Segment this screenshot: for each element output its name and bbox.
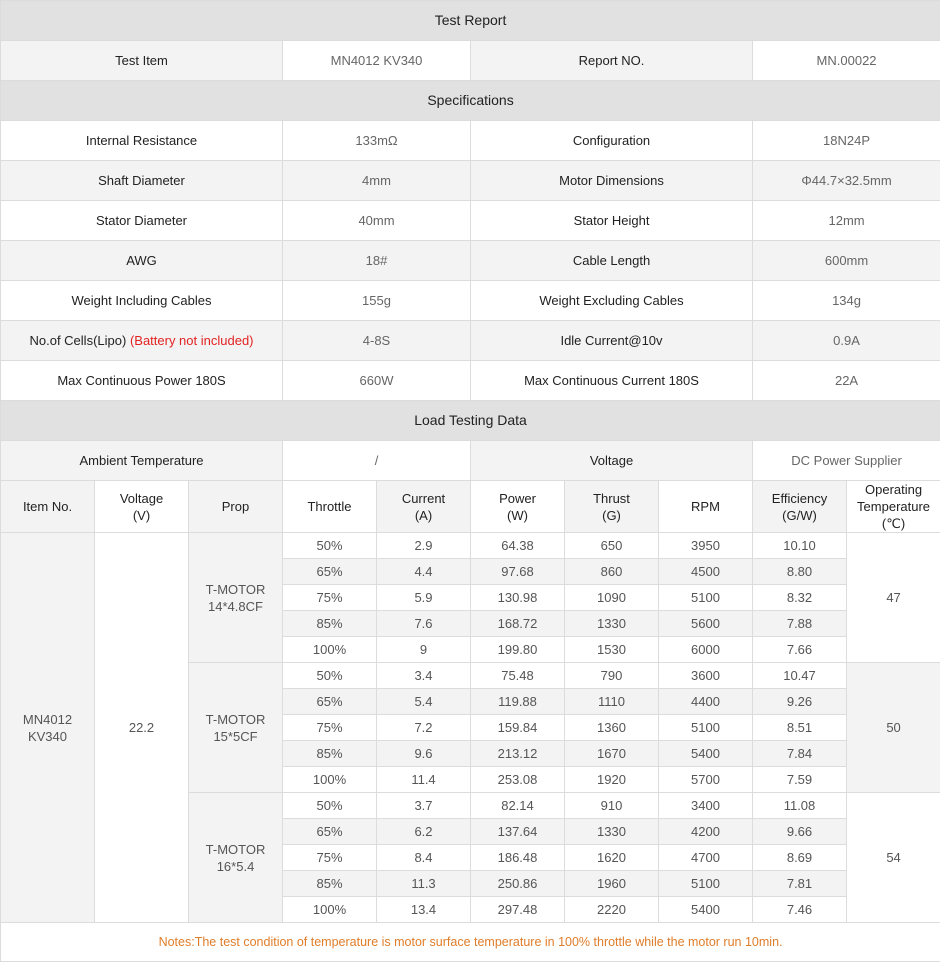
spec-value: 40mm [283,201,471,241]
rpm-cell: 5100 [659,715,753,741]
throttle-cell: 65% [283,819,377,845]
spec-label: Weight Excluding Cables [471,281,753,321]
throttle-cell: 85% [283,611,377,637]
current-cell: 11.4 [377,767,471,793]
throttle-cell: 50% [283,793,377,819]
current-cell: 7.6 [377,611,471,637]
thrust-cell: 1110 [565,689,659,715]
power-header-text: Power [499,490,536,506]
power-cell: 159.84 [471,715,565,741]
power-cell: 297.48 [471,897,565,923]
voltage-label: Voltage [471,441,753,481]
spec-label-text: Shaft Diameter [98,173,185,188]
efficiency-cell: 7.88 [753,611,847,637]
rpm-cell: 6000 [659,637,753,663]
current-header-text: (A) [414,507,433,523]
report-no-value: MN.00022 [753,41,940,81]
rpm-header-text: RPM [691,499,720,514]
spec-value: 660W [283,361,471,401]
power-cell: 250.86 [471,871,565,897]
efficiency-cell: 9.66 [753,819,847,845]
current-cell: 3.7 [377,793,471,819]
throttle-cell: 50% [283,533,377,559]
power-cell: 97.68 [471,559,565,585]
notes-text: Notes:The test condition of temperature is motor surface temperature in 100% throttle while the motor run 10min. [1,923,940,962]
spec-value: 155g [283,281,471,321]
efficiency-cell: 7.66 [753,637,847,663]
throttle-cell: 85% [283,741,377,767]
temperature-header [847,481,940,533]
efficiency-cell: 7.59 [753,767,847,793]
report-no-label: Report NO. [471,41,753,81]
thrust-cell: 650 [565,533,659,559]
thrust-cell: 1920 [565,767,659,793]
rpm-cell: 4700 [659,845,753,871]
spec-value: Φ44.7×32.5mm [753,161,940,201]
thrust-cell: 1330 [565,611,659,637]
thrust-cell: 1360 [565,715,659,741]
throttle-cell: 100% [283,897,377,923]
efficiency-cell: 7.46 [753,897,847,923]
spec-value: 133mΩ [283,121,471,161]
current-cell: 6.2 [377,819,471,845]
power-cell: 119.88 [471,689,565,715]
power-cell: 64.38 [471,533,565,559]
spec-label-note: (Battery not included) [129,333,254,348]
rpm-cell: 4400 [659,689,753,715]
efficiency-cell: 8.32 [753,585,847,611]
spec-value: 12mm [753,201,940,241]
item-no-line: MN4012 [22,711,73,727]
temperature-header-text: Temperature [857,499,931,514]
throttle-cell: 100% [283,767,377,793]
current-header [377,481,471,533]
prop-header [189,481,283,533]
test-item-label: Test Item [1,41,283,81]
rpm-cell: 5100 [659,585,753,611]
prop-line: T-MOTOR [205,711,266,727]
spec-label [1,201,283,241]
current-cell: 9.6 [377,741,471,767]
spec-label: Idle Current@10v [471,321,753,361]
power-cell: 130.98 [471,585,565,611]
spec-value: 18N24P [753,121,940,161]
thrust-cell: 1090 [565,585,659,611]
efficiency-cell: 11.08 [753,793,847,819]
voltage-header [95,481,189,533]
prop-line: 15*5CF [213,728,258,744]
throttle-cell: 50% [283,663,377,689]
rpm-cell: 5400 [659,897,753,923]
spec-value: 22A [753,361,940,401]
spec-label [1,361,283,401]
spec-label-text: AWG [126,253,157,268]
rpm-cell: 3600 [659,663,753,689]
specifications-title: Specifications [1,81,940,121]
thrust-cell: 790 [565,663,659,689]
efficiency-cell: 8.80 [753,559,847,585]
rpm-header [659,481,753,533]
spec-label: Configuration [471,121,753,161]
temperature-header-text: Operating [865,482,923,497]
throttle-cell: 75% [283,715,377,741]
item-no-line: KV340 [27,728,68,744]
prop-cell [189,663,283,793]
spec-label: Cable Length [471,241,753,281]
power-header [471,481,565,533]
current-cell: 4.4 [377,559,471,585]
spec-value: 134g [753,281,940,321]
spec-value: 4mm [283,161,471,201]
power-cell: 137.64 [471,819,565,845]
thrust-header [565,481,659,533]
rpm-cell: 5100 [659,871,753,897]
power-cell: 213.12 [471,741,565,767]
thrust-cell: 1670 [565,741,659,767]
prop-cell [189,533,283,663]
spec-label [1,161,283,201]
prop-line: 16*5.4 [216,858,255,874]
current-cell: 5.9 [377,585,471,611]
temperature-header-text: (℃) [881,516,906,531]
throttle-cell: 100% [283,637,377,663]
spec-label: Stator Height [471,201,753,241]
table-row [1,533,940,559]
operating-temperature-cell: 54 [847,793,940,923]
current-cell: 5.4 [377,689,471,715]
load-testing-title: Load Testing Data [1,401,940,441]
efficiency-cell: 8.51 [753,715,847,741]
ambient-temperature-value: / [283,441,471,481]
current-cell: 3.4 [377,663,471,689]
efficiency-cell: 9.26 [753,689,847,715]
power-cell: 253.08 [471,767,565,793]
voltage-header-text: (V) [132,507,151,523]
thrust-cell: 1960 [565,871,659,897]
rpm-cell: 3400 [659,793,753,819]
test-item-value: MN4012 KV340 [283,41,471,81]
prop-cell [189,793,283,923]
voltage-cell: 22.2 [95,533,189,923]
spec-label: Max Continuous Current 180S [471,361,753,401]
current-cell: 9 [377,637,471,663]
ambient-temperature-label: Ambient Temperature [1,441,283,481]
rpm-cell: 4200 [659,819,753,845]
thrust-cell: 1530 [565,637,659,663]
item-no-cell [1,533,95,923]
current-cell: 7.2 [377,715,471,741]
prop-header-text: Prop [221,499,250,514]
rpm-cell: 5600 [659,611,753,637]
current-cell: 11.3 [377,871,471,897]
power-cell: 168.72 [471,611,565,637]
throttle-header-text: Throttle [307,499,352,514]
spec-label [1,241,283,281]
rpm-cell: 3950 [659,533,753,559]
thrust-cell: 860 [565,559,659,585]
operating-temperature-cell: 47 [847,533,940,663]
current-cell: 2.9 [377,533,471,559]
test-report-title: Test Report [1,1,940,41]
throttle-cell: 85% [283,871,377,897]
spec-label [1,121,283,161]
throttle-cell: 65% [283,689,377,715]
voltage-header-text: Voltage [119,490,164,506]
prop-line: T-MOTOR [205,581,266,597]
throttle-cell: 75% [283,585,377,611]
efficiency-header-text: (G/W) [782,507,817,523]
spec-label-text: Max Continuous Power 180S [57,373,226,388]
power-cell: 82.14 [471,793,565,819]
thrust-cell: 910 [565,793,659,819]
spec-label [1,281,283,321]
power-cell: 199.80 [471,637,565,663]
prop-line: T-MOTOR [205,841,266,857]
efficiency-cell: 8.69 [753,845,847,871]
spec-label-text: Internal Resistance [85,133,198,148]
thrust-header-text: Thrust [593,490,630,506]
thrust-cell: 1620 [565,845,659,871]
throttle-header [283,481,377,533]
current-cell: 13.4 [377,897,471,923]
rpm-cell: 5400 [659,741,753,767]
efficiency-cell: 7.84 [753,741,847,767]
efficiency-cell: 7.81 [753,871,847,897]
efficiency-header-text: Efficiency [771,490,828,506]
spec-label [1,321,283,361]
spec-value: 600mm [753,241,940,281]
power-header-text: (W) [507,507,528,523]
efficiency-cell: 10.47 [753,663,847,689]
spec-value: 4-8S [283,321,471,361]
thrust-cell: 1330 [565,819,659,845]
thrust-header-text: (G) [602,507,621,523]
throttle-cell: 75% [283,845,377,871]
spec-label-text: Weight Including Cables [71,293,212,308]
spec-label-text: Stator Diameter [95,213,188,228]
prop-line: 14*4.8CF [208,598,263,614]
spec-value: 18# [283,241,471,281]
efficiency-header [753,481,847,533]
efficiency-cell: 10.10 [753,533,847,559]
thrust-cell: 2220 [565,897,659,923]
spec-value: 0.9A [753,321,940,361]
current-header-text: Current [401,490,446,506]
power-cell: 75.48 [471,663,565,689]
spec-label: Motor Dimensions [471,161,753,201]
item-no-header-text: Item No. [22,499,73,514]
throttle-cell: 65% [283,559,377,585]
current-cell: 8.4 [377,845,471,871]
power-cell: 186.48 [471,845,565,871]
rpm-cell: 4500 [659,559,753,585]
voltage-source-value: DC Power Supplier [753,441,940,481]
item-no-header [1,481,95,533]
spec-label-text: No.of Cells(Lipo) [29,333,127,348]
rpm-cell: 5700 [659,767,753,793]
operating-temperature-cell: 50 [847,663,940,793]
